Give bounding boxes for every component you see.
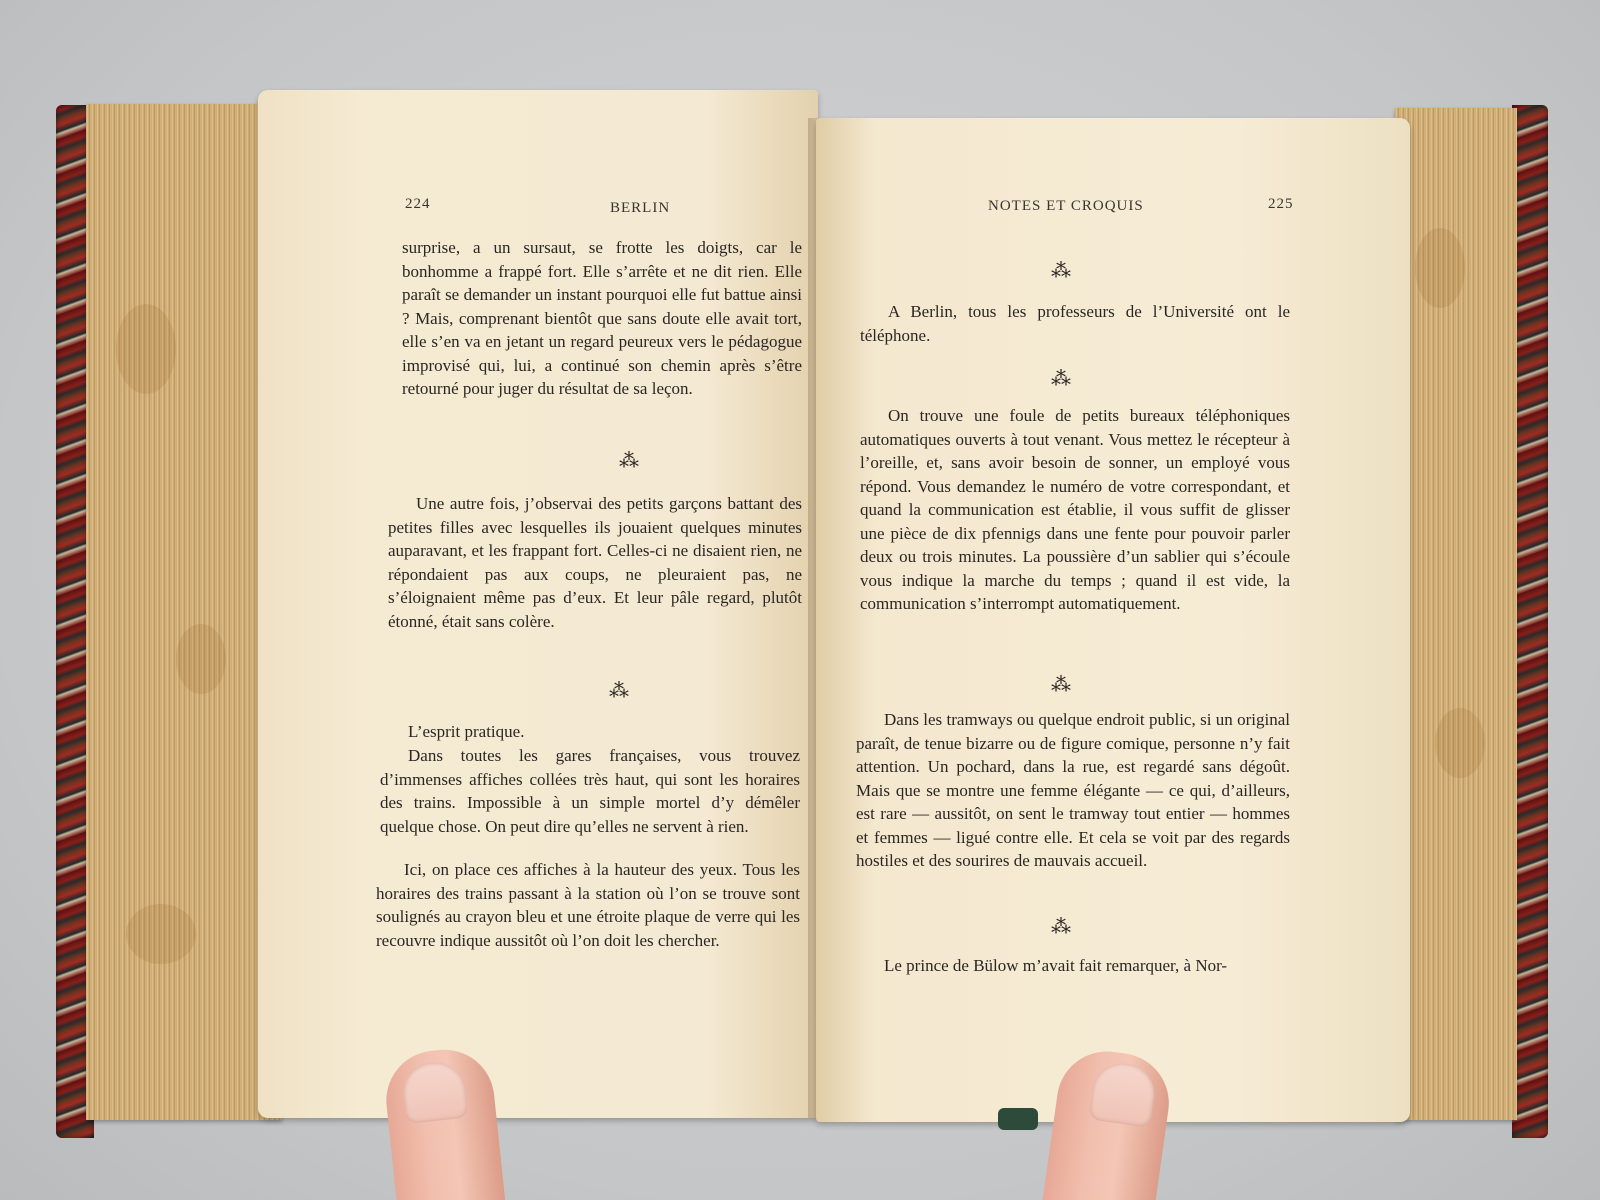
right-paragraph-2: On trouve une foule de petits bureaux téléphoniques automatiques ouverts à tout venant. Vous mettez le récepteur à l’oreille, et, sans avoir besoin de sonner, un employé vous répond. Vous demandez le numéro de votre correspondant, et quand la communication est établie, il vous suffit de glisser une pièce de dix pfennigs dans une fente pour pouvoir parler deux ou trois minutes. La poussière d’un sablier qui s’écoule vous indique la marche du temps ; quand il est vide, la communication s’interrompt automatiquement. bbox=[860, 406, 1290, 613]
section-ornament: ⁂ bbox=[1051, 368, 1071, 390]
left-section-title: L’esprit pratique. bbox=[408, 722, 525, 741]
page-edges-right bbox=[1395, 108, 1517, 1120]
right-running-head: NOTES ET CROQUIS bbox=[988, 198, 1144, 214]
foxing-stain bbox=[176, 624, 226, 694]
left-page-number: 224 bbox=[405, 196, 431, 212]
foxing-stain bbox=[1435, 708, 1485, 778]
left-paragraph-2: Une autre fois, j’observai des petits garçons battant des petites filles avec lesquelles ils jouaient quelques minutes auparavant, et les frappant fort. Celles-ci ne disaient rien, ne répondaient pas aux coups, ne pleuraient pas, ne s’éloignaient même pas d’eux. Et leur pâle regard, plutôt étonné, était sans colère. bbox=[388, 494, 802, 631]
foxing-stain bbox=[116, 304, 176, 394]
fingernail bbox=[401, 1060, 469, 1124]
right-paragraph-4: Le prince de Bülow m’avait fait remarquer, à Nor- bbox=[884, 956, 1228, 975]
left-paragraph-4: Ici, on place ces affiches à la hauteur des yeux. Tous les horaires des trains passant à la station où l’on se trouve sont soulignés au crayon bleu et une étroite plaque de verre qui les recouvre indique aussitôt où l’on doit les chercher. bbox=[376, 860, 800, 950]
section-ornament: ⁂ bbox=[609, 680, 629, 702]
right-paragraph-1: A Berlin, tous les professeurs de l’Université ont le téléphone. bbox=[860, 302, 1290, 345]
foxing-stain bbox=[1415, 228, 1465, 308]
book-clip bbox=[998, 1108, 1038, 1130]
left-paragraph-3: Dans toutes les gares françaises, vous trouvez d’immenses affiches collées très haut, qui sont les horaires des trains. Impossible à un simple mortel d’y démêler quelque chose. On peut dire qu’elles ne servent à rien. bbox=[380, 746, 800, 836]
right-paragraph-3: Dans les tramways ou quelque endroit public, si un original paraît, de tenue bizarre ou de figure comique, personne n’y fait attention. Un pochard, dans la rue, est regardé sans dégoût. Mais que se montre une femme élégante — ce qui, d’ailleurs, est rare — aussitôt, on sent le tramway tout entier — hommes et femmes — ligué contre elle. Et cela se voit par des regards hostiles et des sourires de mauvais accueil. bbox=[856, 710, 1290, 870]
section-ornament: ⁂ bbox=[1051, 674, 1071, 696]
right-page-number: 225 bbox=[1268, 196, 1294, 212]
section-ornament: ⁂ bbox=[1051, 916, 1071, 938]
foxing-stain bbox=[126, 904, 196, 964]
marbled-cover-right bbox=[1512, 105, 1548, 1138]
section-ornament: ⁂ bbox=[619, 450, 639, 472]
left-paragraph-1: surprise, a un sursaut, se frotte les doigts, car le bonhomme a frappé fort. Elle s’arrête et ne dit rien. Elle paraît se demander un instant pourquoi elle fut battue ainsi ? Mais, comprenant bientôt que sans doute elle avait tort, elle s’en va en jetant un regard peureux vers le pédagogue improvisé qui, lui, a continué son chemin après s’être retourné pour juger du résultat de sa leçon. bbox=[402, 238, 802, 398]
page-edges-left bbox=[86, 104, 282, 1120]
left-running-head: BERLIN bbox=[610, 200, 671, 216]
section-ornament: ⁂ bbox=[1051, 260, 1071, 282]
fingernail bbox=[1088, 1060, 1158, 1128]
